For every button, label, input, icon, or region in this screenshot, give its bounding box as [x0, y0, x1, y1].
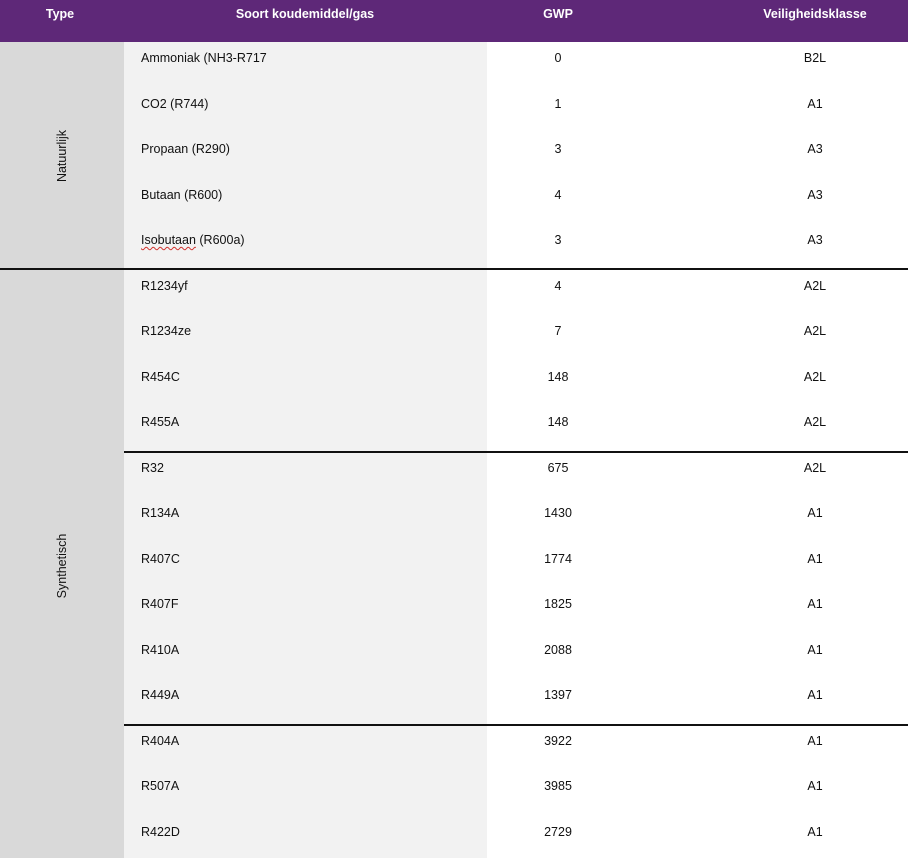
table-header — [0, 0, 908, 42]
section-divider — [124, 724, 908, 726]
safety-class-cell: A2L — [804, 452, 826, 485]
gwp-cell: 3985 — [544, 770, 572, 803]
refrigerant-name-cell: R454C — [141, 361, 180, 394]
refrigerant-name-cell: R32 — [141, 452, 164, 485]
gwp-cell: 3 — [555, 224, 562, 257]
safety-class-cell: A1 — [807, 634, 822, 667]
safety-class-cell: A1 — [807, 725, 822, 758]
safety-class-cell: A2L — [804, 270, 826, 303]
safety-class-cell: A1 — [807, 770, 822, 803]
table-row — [0, 543, 908, 589]
table-row — [0, 133, 908, 179]
header-safety-class: Veiligheidsklasse — [763, 0, 867, 28]
gwp-cell: 148 — [548, 406, 569, 439]
table-row — [0, 497, 908, 543]
refrigerant-name-cell: R1234yf — [141, 270, 188, 303]
gwp-cell: 2088 — [544, 634, 572, 667]
table-row — [0, 679, 908, 725]
gwp-cell: 3922 — [544, 725, 572, 758]
refrigerant-name-cell: Ammoniak (NH3-R717 — [141, 42, 267, 75]
gwp-cell: 3 — [555, 133, 562, 166]
table-row — [0, 88, 908, 134]
refrigerant-name-cell: Propaan (R290) — [141, 133, 230, 166]
table-row — [0, 725, 908, 771]
table-row — [0, 179, 908, 225]
gwp-cell: 1774 — [544, 543, 572, 576]
refrigerant-name-cell: R134A — [141, 497, 179, 530]
safety-class-cell: A2L — [804, 406, 826, 439]
table-row — [0, 588, 908, 634]
gwp-cell: 0 — [555, 42, 562, 75]
table-row — [0, 816, 908, 861]
safety-class-cell: A2L — [804, 315, 826, 348]
refrigerant-name-cell: R422D — [141, 816, 180, 849]
group-divider — [0, 268, 908, 270]
table-row — [0, 270, 908, 316]
table-row — [0, 634, 908, 680]
table-row — [0, 770, 908, 816]
refrigerant-name-cell: R407C — [141, 543, 180, 576]
group-label-natural: Natuurlijk — [55, 130, 69, 182]
refrigerant-name-cell: R449A — [141, 679, 179, 712]
gwp-cell: 148 — [548, 361, 569, 394]
refrigerant-name-cell: R507A — [141, 770, 179, 803]
refrigerant-name-cell: R1234ze — [141, 315, 191, 348]
safety-class-cell: A3 — [807, 224, 822, 257]
gwp-cell: 7 — [555, 315, 562, 348]
safety-class-cell: B2L — [804, 42, 826, 75]
header-gwp: GWP — [543, 0, 573, 28]
gwp-cell: 4 — [555, 179, 562, 212]
gwp-cell: 1825 — [544, 588, 572, 621]
gwp-cell: 1430 — [544, 497, 572, 530]
safety-class-cell: A1 — [807, 679, 822, 712]
refrigerant-name-cell: Butaan (R600) — [141, 179, 222, 212]
gwp-cell: 1 — [555, 88, 562, 121]
gwp-cell: 675 — [548, 452, 569, 485]
safety-class-cell: A1 — [807, 543, 822, 576]
header-type: Type — [46, 0, 74, 28]
group-label-synthetic: Synthetisch — [55, 534, 69, 599]
gwp-cell: 2729 — [544, 816, 572, 849]
table-row — [0, 406, 908, 452]
header-refrigerant-name: Soort koudemiddel/gas — [236, 0, 374, 28]
refrigerant-name-cell: Isobutaan (R600a) — [141, 224, 245, 257]
table-row — [0, 42, 908, 88]
refrigerant-name-cell: R455A — [141, 406, 179, 439]
refrigerant-name-cell: CO2 (R744) — [141, 88, 208, 121]
refrigerant-name-cell: R410A — [141, 634, 179, 667]
safety-class-cell: A3 — [807, 179, 822, 212]
safety-class-cell: A3 — [807, 133, 822, 166]
refrigerant-name-cell: R407F — [141, 588, 179, 621]
safety-class-cell: A2L — [804, 361, 826, 394]
gwp-cell: 1397 — [544, 679, 572, 712]
table-row — [0, 361, 908, 407]
section-divider — [124, 451, 908, 453]
refrigerant-name-cell: R404A — [141, 725, 179, 758]
table-row — [0, 315, 908, 361]
table-row — [0, 224, 908, 270]
safety-class-cell: A1 — [807, 497, 822, 530]
safety-class-cell: A1 — [807, 816, 822, 849]
safety-class-cell: A1 — [807, 88, 822, 121]
safety-class-cell: A1 — [807, 588, 822, 621]
table-row — [0, 452, 908, 498]
gwp-cell: 4 — [555, 270, 562, 303]
